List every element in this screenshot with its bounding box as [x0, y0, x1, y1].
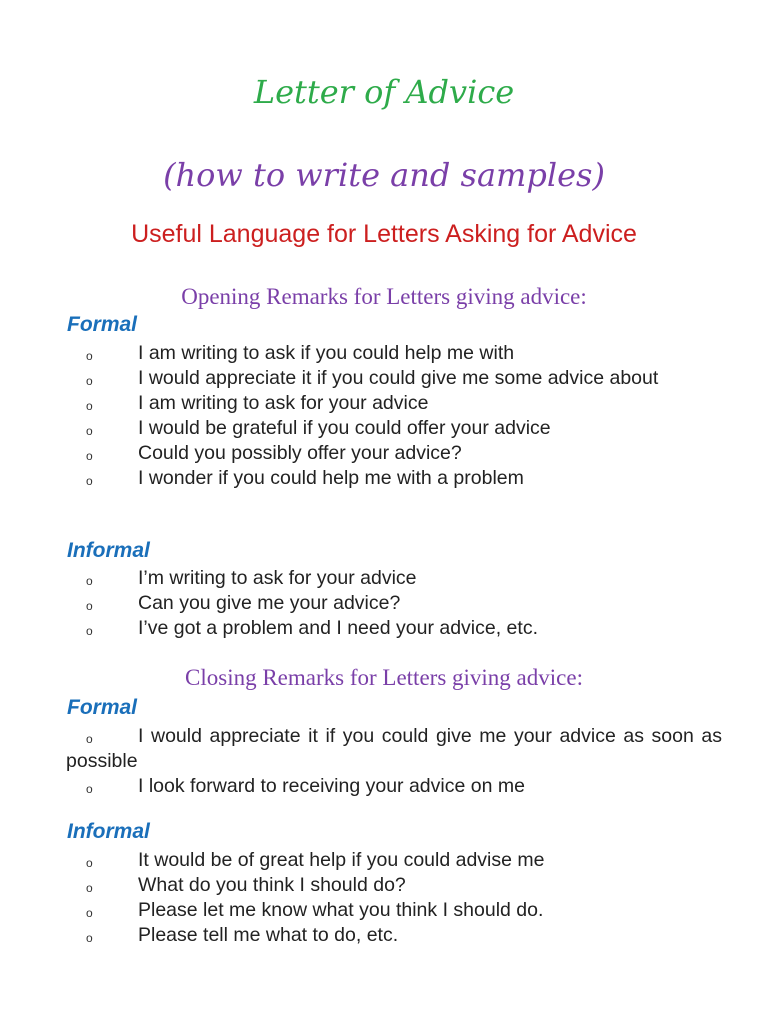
bullet-icon: o	[86, 449, 93, 463]
list-item: o I would appreciate it if you could give me some advice about	[66, 366, 722, 391]
main-heading: Useful Language for Letters Asking for Advice	[131, 220, 637, 248]
list-item: o I wonder if you could help me with a problem	[66, 466, 722, 491]
document-subtitle: (how to write and samples)	[163, 156, 605, 194]
section-heading-closing: Closing Remarks for Letters giving advice:	[185, 665, 583, 690]
group-heading-opening-formal: Formal	[67, 313, 138, 336]
bullet-icon: o	[86, 732, 93, 746]
bullet-icon: o	[86, 574, 93, 588]
bullet-icon: o	[86, 424, 93, 438]
document-title: Letter of Advice	[253, 73, 515, 111]
list-opening-informal	[66, 566, 722, 641]
list-item: o I would appreciate it if you could give me your advice as soon as possible	[66, 725, 722, 772]
list-closing-formal	[66, 724, 722, 799]
list-item: o I am writing to ask for your advice	[66, 391, 722, 416]
list-item: o I would be grateful if you could offer your advice	[66, 416, 722, 441]
bullet-icon: o	[86, 856, 93, 870]
list-closing-informal	[66, 848, 722, 948]
list-item: o Can you give me your advice?	[66, 591, 722, 616]
bullet-icon: o	[86, 374, 93, 388]
bullet-icon: o	[86, 906, 93, 920]
bullet-icon: o	[86, 881, 93, 895]
bullet-icon: o	[86, 399, 93, 413]
list-item: o Please let me know what you think I should do.	[66, 898, 722, 923]
list-item: o I’ve got a problem and I need your advice, etc.	[66, 616, 722, 641]
list-item: o It would be of great help if you could advise me	[66, 848, 722, 873]
group-heading-opening-informal: Informal	[67, 539, 150, 562]
section-heading-opening: Opening Remarks for Letters giving advice:	[181, 284, 587, 309]
list-item: o What do you think I should do?	[66, 873, 722, 898]
group-heading-closing-informal: Informal	[67, 820, 150, 843]
list-item: o Please tell me what to do, etc.	[66, 923, 722, 948]
list-item: o I’m writing to ask for your advice	[66, 566, 722, 591]
list-item: o Could you possibly offer your advice?	[66, 441, 722, 466]
group-heading-closing-formal: Formal	[67, 696, 138, 719]
bullet-icon: o	[86, 349, 93, 363]
list-opening-formal	[66, 341, 722, 491]
list-item: o I am writing to ask if you could help me with	[66, 341, 722, 366]
bullet-icon: o	[86, 599, 93, 613]
bullet-icon: o	[86, 782, 93, 796]
bullet-icon: o	[86, 624, 93, 638]
bullet-icon: o	[86, 474, 93, 488]
list-item: o I look forward to receiving your advice on me	[66, 774, 722, 799]
bullet-icon: o	[86, 931, 93, 945]
